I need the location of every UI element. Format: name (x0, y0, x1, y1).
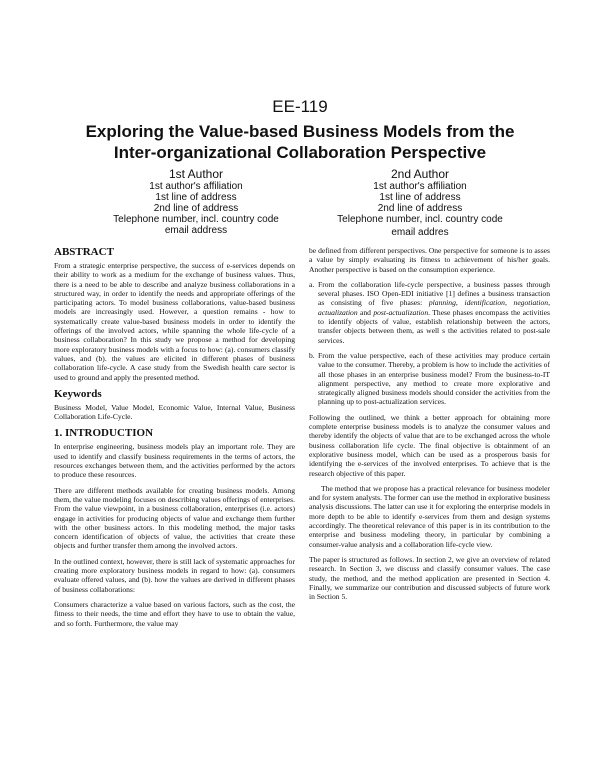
introduction-heading: 1. INTRODUCTION (54, 427, 154, 440)
title-line-1: Exploring the Value-based Business Models from the (85, 122, 515, 141)
author-email: email addres (391, 227, 449, 238)
author-name: 2nd Author (390, 167, 450, 181)
keywords-heading: Keywords (54, 387, 102, 400)
intro-paragraph-3: In the outlined context, however, there is still lack of systematic approaches for creating more exploratory business models in regard to how: (a). consumers evaluate offered values, and (b). how the values are derived in different phases of business collaborations: (54, 556, 295, 594)
abstract-heading: ABSTRACT (54, 246, 114, 258)
author-address-line-2: 2nd line of address (377, 203, 463, 214)
author-phone: Telephone number, incl. country code (113, 214, 279, 225)
author-affiliation: 1st author's affiliation (373, 181, 467, 192)
list-item-text: From the value perspective, each of these activities may produce certain value to the consumer. Thereby, a problem is how to include the activities of all those phases in an enterprise business model? From the business-to-IT alignment perspective, any method to create more explorative and strategically aligned business models should consider the activities from the planning up to post-actualization services. (318, 350, 550, 407)
list-item-label: a. (309, 279, 315, 289)
author-address-line-1: 1st line of address (379, 192, 461, 203)
intro-paragraph-2: There are different methods available for creating business models. Among them, the value modeling focuses on describing values offerings of enterprises. From the value viewpoint, in a business collaboration, enterprises (i.e. actors) engage in activities for producing objects of value and exchange them further with the other business actors. In this modeling method, the major tasks concern identification of objects of value, the activities that create these objects and further transfer them among the involved actors. (54, 485, 295, 551)
list-item-text: From the collaboration life-cycle perspective, a business passes through several phases. ISO Open-EDI initiative [1] defines a business transaction as consisting of five phases: planning, identification, negotiation, actualization and post-actualization. These phases encompass the activities to identify objects of value, establish relationship between the actors, transfer objects between them, as well s the activities related to post-sale services. (318, 279, 551, 345)
title-line-2: Inter-organizational Collaboration Perspective (113, 143, 487, 162)
body-paragraph: The method that we propose has a practical relevance for business modeler and for system analysts. The former can use the method in explorative business analysis discussions. The latter can use it for exploring the enterprise models in more depth to be able to identify e-services from them and design systems accordingly. The theoretical relevance of this paper is in its contribution to the enterprise and business modeling theory, in particular by combining a consumer-value analysis and a collaboration life-cycle view. (309, 483, 550, 549)
intro-paragraph-4: Consumers characterize a value based on various factors, such as the cost, the fitness to their needs, the time and effort they have to use to obtain the value, and so forth. Furthermore, the value may (54, 599, 295, 628)
perspective-list (309, 280, 550, 407)
keywords-text: Business Model, Value Model, Economic Value, Internal Value, Business Collaboration Life-Cycle. (54, 402, 295, 422)
author-phone: Telephone number, incl. country code (337, 214, 503, 225)
author-email: email address (164, 225, 228, 236)
list-item-label: b. (309, 350, 315, 360)
author-affiliation: 1st author's affiliation (149, 181, 243, 192)
author-address-line-1: 1st line of address (155, 192, 237, 203)
body-paragraph: The paper is structured as follows. In section 2, we give an overview of related research. In Section 3, we discuss and classify consumer values. The case study, the method, and the method application are presented in Section 4. Finally, we summarize our contribution and discussed subjects of future work in Section 5. (309, 554, 550, 602)
right-column (309, 246, 550, 607)
author-block-2 (280, 168, 560, 238)
left-column (54, 246, 295, 634)
document-id: EE-119 (272, 97, 328, 116)
author-address-line-2: 2nd line of address (153, 203, 239, 214)
list-item (309, 280, 550, 345)
author-name: 1st Author (168, 167, 224, 181)
continued-paragraph: be defined from different perspectives. One perspective for someone is to asses a value by simply evaluating its fitness to achievement of his/her goals. Another perspective is based on the consumption experience. (309, 246, 550, 274)
list-item (309, 351, 550, 407)
body-paragraph: Following the outlined, we think a better approach for obtaining more complete enterprise business models is to analyze the consumer values and thereby identify the objects of value that are to be exchanged across the whole business collaboration life cycle. The final objective is obtainment of an explorative business model, which can be used as a prosperous basis for identifying the e-services of the involved enterprises. To achieve that is the research objective of this paper. (309, 412, 550, 478)
paper-title (40, 121, 560, 163)
intro-paragraph-1: In enterprise engineering, business models play an important role. They are used to identify and classify business requirements in the terms of actors, the resources exchanges between them, and the activities performed by the actors to produce these resources. (54, 442, 295, 480)
abstract-text: From a strategic enterprise perspective, the success of e-services depends on their ability to work as a medium for the exchange of business values. Thus, there is a need to be able to describe and analyze business collaborations in a structured way, in order to identify the needs and appropriate offerings of the participating actors. To model business collaborations, value-based business models are increasingly used. However, a question remains - how to systematically create value-based business models in order to identify the offerings of the involved actors, while spanning the whole life-cycle of a business collaboration? In this study we propose a method for developing more exploratory business models with a focus to how: (a). consumers classify values, and (b). the values are elicited in different phases of business collaboration life-cycle. A case study from the Swedish health care sector is used to ground and apply the presented method. (54, 261, 295, 382)
